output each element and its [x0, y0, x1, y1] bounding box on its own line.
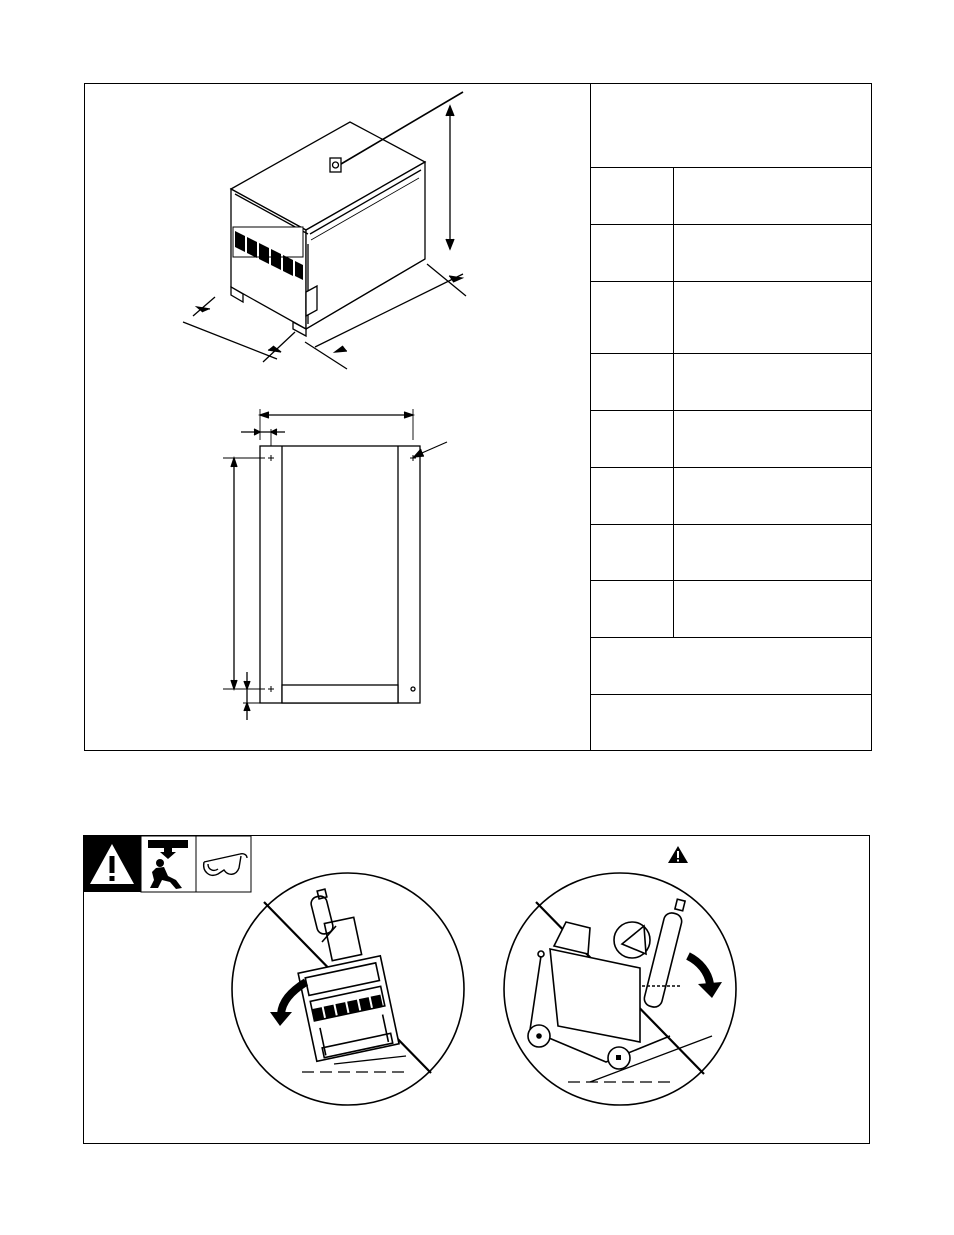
warning-icons — [84, 836, 251, 892]
table-key-cell — [591, 468, 674, 524]
table-header-row — [591, 84, 871, 167]
table-row — [591, 281, 871, 353]
table-row — [591, 224, 871, 281]
warning-box — [83, 835, 870, 1144]
table-row — [591, 524, 871, 580]
table-row — [591, 353, 871, 410]
table-key-cell — [591, 525, 674, 580]
table-key-cell — [591, 354, 674, 410]
panel-tipping-forward — [232, 873, 464, 1105]
dimensions-table — [591, 84, 871, 750]
table-row — [591, 467, 871, 524]
panel-tipping-backward — [504, 873, 736, 1105]
table-key-cell — [591, 411, 674, 467]
table-key-cell — [591, 225, 674, 281]
table-footer-row — [591, 694, 871, 750]
warning-illustration — [84, 836, 869, 1143]
dimensions-box — [84, 83, 872, 751]
table-key-cell — [591, 581, 674, 637]
title-warning-icon — [668, 846, 688, 863]
table-row — [591, 410, 871, 467]
table-footer-row — [591, 637, 871, 694]
table-key-cell — [591, 168, 674, 224]
table-row — [591, 580, 871, 637]
dimensions-figure — [85, 84, 591, 750]
table-row — [591, 167, 871, 224]
unit-dimension-drawing — [85, 84, 590, 750]
welding-unit-isometric — [183, 92, 466, 369]
table-key-cell — [591, 282, 674, 353]
base-mounting-layout — [223, 409, 447, 720]
